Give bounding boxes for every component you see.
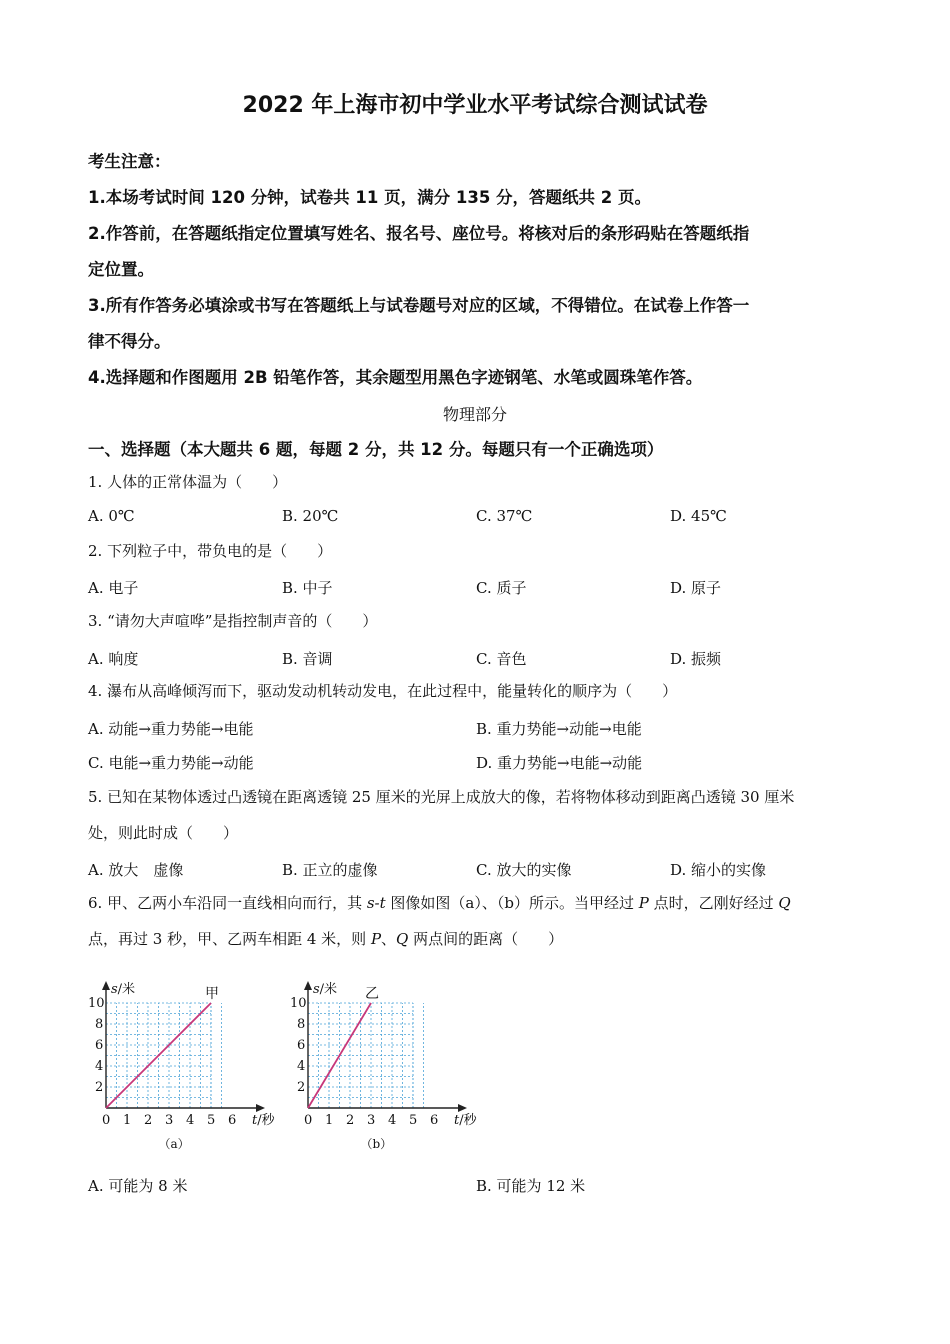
y-axis-arrow-icon — [304, 981, 312, 990]
x-tick-label: 0 — [102, 1113, 111, 1128]
q2-option-b: B. 中子 — [282, 579, 333, 597]
question-5-stem-1: 5. 已知在某物体透过凸透镜在距离透镜 25 厘米的光屏上成放大的像，若将物体移动到距离凸透镜 30 厘米 — [88, 788, 795, 806]
q1-option-c: C. 37℃ — [476, 507, 533, 525]
y-tick-label: 10 — [290, 996, 307, 1011]
y-tick-label: 2 — [297, 1080, 306, 1095]
q3-option-c: C. 音色 — [476, 650, 527, 668]
q1-option-a: A. 0℃ — [88, 507, 135, 525]
notice-line-3a: 3.所有作答务必填涂或书写在答题纸上与试卷题号对应的区域，不得错位。在试卷上作答一 — [88, 296, 750, 315]
x-tick-label: 6 — [228, 1113, 237, 1128]
x-tick-label: 2 — [346, 1113, 355, 1128]
x-axis-label — [252, 1112, 276, 1128]
x-tick-label: 1 — [325, 1113, 334, 1128]
q6-option-a: A. 可能为 8 米 — [88, 1177, 188, 1195]
series-label: 甲 — [205, 986, 219, 1002]
section-heading: 一、选择题（本大题共 6 题，每题 2 分，共 12 分。每题只有一个正确选项） — [88, 440, 664, 459]
notice-line-2b: 定位置。 — [88, 260, 154, 279]
q3-option-a: A. 响度 — [88, 650, 139, 668]
q5-option-d: D. 缩小的实像 — [670, 861, 767, 879]
y-axis-var: s — [111, 982, 118, 997]
x-axis-var: t — [252, 1113, 258, 1128]
q2-option-a: A. 电子 — [88, 579, 139, 597]
part-title: 物理部分 — [442, 405, 507, 424]
y-tick-label: 8 — [297, 1017, 306, 1032]
x-tick-label: 4 — [186, 1113, 195, 1128]
q4-option-a: A. 动能→重力势能→电能 — [88, 720, 254, 738]
q6-text-4: 点，再过 3 秒，甲、乙两车相距 4 米，则 — [88, 930, 371, 948]
q6-var-q: Q — [778, 894, 791, 912]
y-axis-label — [313, 981, 337, 997]
q1-option-d: D. 45℃ — [670, 507, 727, 525]
question-1-stem: 1. 人体的正常体温为（ ） — [88, 473, 288, 491]
y-axis-unit: /米 — [117, 982, 136, 997]
notice-heading: 考生注意： — [88, 152, 171, 171]
q6-var-p-2: P — [370, 930, 382, 948]
y-tick-label: 4 — [297, 1059, 306, 1074]
x-axis-unit: /秒 — [257, 1113, 275, 1128]
notice-line-4: 4.选择题和作图题用 2B 铅笔作答，其余题型用黑色字迹钢笔、水笔或圆珠笔作答。 — [88, 368, 703, 387]
series-label: 乙 — [365, 986, 379, 1002]
q3-option-b: B. 音调 — [282, 650, 333, 668]
x-tick-label: 3 — [367, 1113, 376, 1128]
x-tick-label: 1 — [123, 1113, 132, 1128]
q6-var-p: P — [638, 894, 649, 912]
y-tick-label: 6 — [297, 1038, 306, 1053]
y-axis-var: s — [313, 982, 320, 997]
page-title: 2022 年上海市初中学业水平考试综合测试试卷 — [242, 93, 708, 118]
x-tick-label: 4 — [388, 1113, 397, 1128]
x-tick-label: 0 — [304, 1113, 313, 1128]
q6-text-2: 图像如图（a）、（b）所示。当甲经过 — [385, 894, 639, 912]
question-3-stem: 3. “请勿大声喧哗”是指控制声音的（ ） — [88, 612, 378, 630]
y-tick-label: 6 — [95, 1038, 104, 1053]
y-axis-unit: /米 — [319, 982, 338, 997]
y-tick-label: 8 — [95, 1017, 104, 1032]
x-tick-label: 6 — [430, 1113, 439, 1128]
question-4-stem: 4. 瀑布从高峰倾泻而下，驱动发动机转动发电，在此过程中，能量转化的顺序为（ ） — [88, 682, 678, 700]
x-tick-label: 2 — [144, 1113, 153, 1128]
q6-text-6: 两点间的距离（ ） — [408, 930, 564, 948]
q6-option-b: B. 可能为 12 米 — [476, 1177, 586, 1195]
y-tick-label: 10 — [88, 996, 105, 1011]
x-axis-arrow-icon — [256, 1104, 265, 1112]
q5-option-a: A. 放大 虚像 — [88, 861, 184, 879]
question-5-stem-2: 处，则此时成（ ） — [88, 824, 239, 842]
x-axis-label — [454, 1112, 478, 1128]
question-2-stem: 2. 下列粒子中，带负电的是（ ） — [88, 542, 333, 560]
q5-option-b: B. 正立的虚像 — [282, 861, 378, 879]
q5-option-c: C. 放大的实像 — [476, 861, 572, 879]
notice-line-3b: 律不得分。 — [88, 332, 171, 351]
q4-option-d: D. 重力势能→电能→动能 — [476, 754, 643, 772]
q6-text-5: 、 — [381, 930, 397, 948]
x-tick-label: 3 — [165, 1113, 174, 1128]
q4-option-b: B. 重力势能→动能→电能 — [476, 720, 642, 738]
st-graphs-svg — [80, 958, 520, 1158]
chart-caption: （a） — [158, 1137, 190, 1151]
notice-line-1: 1.本场考试时间 120 分钟，试卷共 11 页，满分 135 分，答题纸共 2 页。 — [88, 188, 652, 207]
chart-caption: （b） — [360, 1137, 393, 1151]
q6-text-1: 6. 甲、乙两小车沿同一直线相向而行，其 — [88, 894, 367, 912]
y-tick-label: 4 — [95, 1059, 104, 1074]
q3-option-d: D. 振频 — [670, 650, 722, 668]
q1-option-b: B. 20℃ — [282, 507, 339, 525]
q2-option-d: D. 原子 — [670, 579, 722, 597]
q6-text-3: 点时，乙刚好经过 — [648, 894, 779, 912]
x-axis-var: t — [454, 1113, 460, 1128]
y-axis-arrow-icon — [102, 981, 110, 990]
x-axis-arrow-icon — [458, 1104, 467, 1112]
x-tick-label: 5 — [409, 1113, 418, 1128]
x-tick-label: 5 — [207, 1113, 216, 1128]
y-tick-label: 2 — [95, 1080, 104, 1095]
x-axis-unit: /秒 — [459, 1113, 477, 1128]
q6-var-st: s-t — [366, 894, 386, 912]
st-graphs — [80, 958, 520, 1158]
q6-var-q-2: Q — [396, 930, 409, 948]
y-axis-label — [111, 981, 135, 997]
notice-line-2a: 2.作答前，在答题纸指定位置填写姓名、报名号、座位号。将核对后的条形码贴在答题纸指 — [88, 224, 750, 243]
q4-option-c: C. 电能→重力势能→动能 — [88, 754, 254, 772]
q2-option-c: C. 质子 — [476, 579, 527, 597]
question-6-stem-1 — [88, 885, 868, 921]
question-6-stem-2 — [88, 921, 868, 957]
